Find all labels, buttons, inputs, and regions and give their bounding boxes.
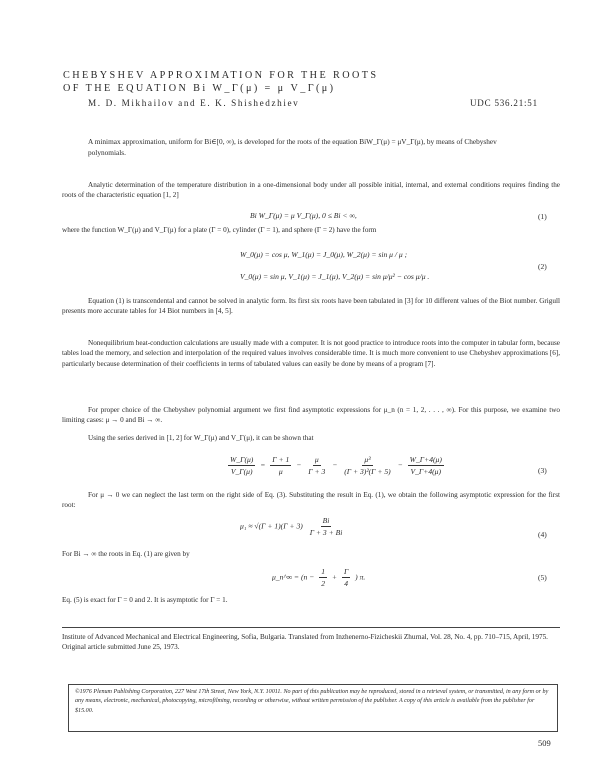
eq4-fraction: $\frac{Bi}{\Gamma + 3 + Bi}$ bbox=[309, 516, 343, 537]
page-number: 509 bbox=[538, 738, 551, 748]
eq3-term-3: $\frac{\text{μ³}}{\text{(Γ + 3)²(Γ + 5)}}$ bbox=[344, 455, 391, 476]
eq3-term-2: $\frac{\mu}{\Gamma + 3}$ bbox=[308, 455, 326, 476]
paragraph-7: For μ → 0 we can neglect the last term on the right side of Eq. (3). Substituting the result in Eq. (1), we obtain the following asymptotic expression for the first root: bbox=[62, 491, 560, 510]
equation-5-number: (5) bbox=[538, 573, 547, 582]
equation-3-number: (3) bbox=[538, 466, 547, 475]
eq3-term-4: $\frac{W\_\Gamma+4(\mu)}{V\_\Gamma+4(\mu)}$ bbox=[409, 455, 442, 476]
eq5-fraction-2: $\frac{\Gamma}{4}$ bbox=[343, 567, 349, 588]
equation-2-line-1: W_0(μ) = cos μ, W_1(μ) = J_0(μ), W_2(μ) = sin μ / μ ; bbox=[240, 250, 408, 259]
footnote: Institute of Advanced Mechanical and Electrical Engineering, Sofia, Bulgaria. Translated from Inzhenerno-Fizicheskii Zhurnal, Vol. 28, No. 4, pp. 710–715, April, 1975. Original article submitted June 25, 1973. bbox=[62, 633, 548, 652]
copyright-notice: ©1976 Plenum Publishing Corporation, 227 West 17th Street, New York, N.Y. 10011. No part of this publication may be reproduced, stored in a retrieval system, or transmitted, in any form or by any means, electronic, mechanical, photocopying, microfilming, recording or otherwise, without written permission of the publisher. A copy of this article is available from the publisher for $15.00. bbox=[75, 689, 549, 714]
paragraph-8: For Bi → ∞ the roots in Eq. (1) are given by bbox=[62, 550, 190, 558]
equation-4-number: (4) bbox=[538, 530, 547, 539]
equation-4: μ₁ ≈ √(Γ + 1)(Γ + 3) $\frac{Bi}{\Gamma + 3 + Bi}$ bbox=[240, 516, 343, 537]
equation-1-number: (1) bbox=[538, 212, 547, 221]
equation-2-number: (2) bbox=[538, 262, 547, 271]
equation-1: Bi W_Γ(μ) = μ V_Γ(μ), 0 ≤ Bi < ∞, bbox=[250, 211, 357, 220]
eq3-term-1: $\frac{\Gamma + 1}{\mu}$ bbox=[272, 455, 290, 476]
copyright-box bbox=[68, 684, 558, 732]
equation-2-line-2: V_0(μ) = sin μ, V_1(μ) = J_1(μ), V_2(μ) = sin μ/μ² − cos μ/μ . bbox=[240, 272, 430, 281]
paragraph-5: For proper choice of the Chebyshev polynomial argument we first find asymptotic expressions for μ_n (n = 1, 2, . . . , ∞). For this purpose, we examine two limiting cases: μ → 0 and Bi → ∞. bbox=[62, 406, 560, 425]
equation-5: μ_n^∞ = (n − $\frac{1}{2}$ + $\frac{\Gamma}{4}$ ) π. bbox=[272, 567, 366, 588]
paragraph-6: Using the series derived in [1, 2] for W_Γ(μ) and V_Γ(μ), it can be shown that bbox=[88, 434, 314, 442]
paragraph-3: Equation (1) is transcendental and cannot be solved in analytic form. Its first six roots have been tabulated in [3] for 10 different values of the Biot number. Grigull presents more accurate tables for 14 Biot numbers in [4, 5]. bbox=[62, 297, 560, 316]
authors: M. D. Mikhailov and E. K. Shishedzhiev bbox=[88, 98, 300, 108]
article-title-line-2: OF THE EQUATION Bi W_Γ(μ) = μ V_Γ(μ) bbox=[63, 83, 336, 94]
equation-3: $\frac{W\_\Gamma(\mu)}{V\_\Gamma(\mu)}$ = $\frac{\Gamma + 1}{\mu}$ − $\frac{\mu}{\Gamma + 3}$ − $\frac{\text{μ³}}{\text{(Γ + 3)²(Γ + 5)}}$ − $\frac{W\_\Gamma+4(\mu)}{V\_\Gamma+4(\mu)}$ bbox=[230, 455, 442, 476]
footnote-rule bbox=[62, 627, 560, 628]
paragraph-9: Eq. (5) is exact for Γ = 0 and 2. It is asymptotic for Γ = 1. bbox=[62, 596, 228, 604]
paragraph-4: Nonequilibrium heat-conduction calculations are usually made with a computer. It is not good practice to introduce roots into the computer in tabular form, because tables load the memory, and selection and interpolation of the required values involves considerable time. It is much more convenient to use Chebyshev approximations [6], particularly because determination of their coefficients in terms of tabulated values can easily be done by means of a program [7]. bbox=[62, 339, 560, 368]
article-title-line-1: CHEBYSHEV APPROXIMATION FOR THE ROOTS bbox=[63, 70, 379, 81]
paragraph-1: Analytic determination of the temperature distribution in a one-dimensional body under all possible initial, internal, and external conditions requires finding the roots of the characteristic equation [1, 2] bbox=[62, 181, 560, 200]
eq3-lhs: $\frac{W\_\Gamma(\mu)}{V\_\Gamma(\mu)}$ bbox=[230, 455, 254, 476]
udc-code: UDC 536.21:51 bbox=[470, 98, 538, 108]
eq5-fraction-1: $\frac{1}{2}$ bbox=[321, 567, 325, 588]
abstract: A minimax approximation, uniform for Bi∈[0, ∞), is developed for the roots of the equation BiW_Γ(μ) = μV_Γ(μ), by means of Chebyshev polynomials. bbox=[88, 137, 497, 157]
paragraph-2: where the function W_Γ(μ) and V_Γ(μ) for a plate (Γ = 0), cylinder (Γ = 1), and sphere (Γ = 2) have the form bbox=[62, 226, 377, 234]
